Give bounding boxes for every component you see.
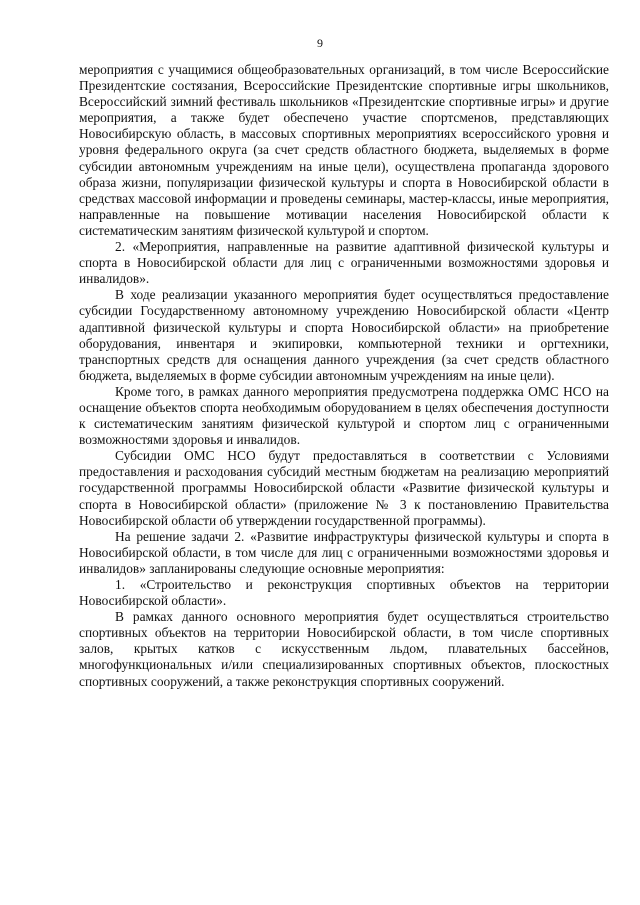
- paragraph-8: В рамках данного основного мероприятия будет осуществляться строительство спортивных объектов на территории Новосибирской области, в том числе спортивных залов, крытых катков с искусственным льдом, плавательных бассейнов, многофункциональных и/или специализированных спортивных объектов, плоскостных спортивных сооружений, а также реконструкция спортивных сооружений.: [79, 609, 609, 689]
- paragraph-5: Субсидии ОМС НСО будут предоставляться в соответствии с Условиями предоставления и расходования субсидий местным бюджетам на реализацию мероприятий государственной программы Новосибирской области «Развитие физической культуры и спорта в Новосибирской области» (приложение № 3 к постановлению Правительства Новосибирской области об утверждении государственной программы).: [79, 448, 609, 528]
- page-number: 9: [317, 36, 323, 50]
- body-text: [79, 62, 609, 690]
- paragraph-1: мероприятия с учащимися общеобразовательных организаций, в том числе Всероссийские Президентские состязания, Всероссийские Президентские спортивные игры школьников, Всероссийский зимний фестиваль школьников «Президентские спортивные игры» и другие мероприятия, а также будет обеспечено участие спортсменов, представляющих Новосибирскую область, в массовых спортивных мероприятиях всероссийского уровня и уровня федерального округа (за счет средств областного бюджета, выделяемых в форме субсидии автономным учреждениям на иные цели), осуществлена пропаганда здорового образа жизни, популяризации физической культуры и спорта в Новосибирской области в средствах массовой информации и проведены семинары, мастер-классы, иные мероприятия, направленные на повышение мотивации населения Новосибирской области к систематическим занятиям физической культурой и спортом.: [79, 62, 609, 238]
- paragraph-7: 1. «Строительство и реконструкция спортивных объектов на территории Новосибирской области».: [79, 577, 609, 609]
- paragraph-2: 2. «Мероприятия, направленные на развитие адаптивной физической культуры и спорта в Новосибирской области для лиц с ограниченными возможностями здоровья и инвалидов».: [79, 239, 609, 287]
- paragraph-3: В ходе реализации указанного мероприятия будет осуществляться предоставление субсидии Государственному автономному учреждению Новосибирской области «Центр адаптивной физической культуры и спорта Новосибирской области» на приобретение оборудования, инвентаря и экипировки, компьютерной техники и оргтехники, транспортных средств для оснащения данного учреждения (за счет средств областного бюджета, выделяемых в форме субсидии автономным учреждениям на иные цели).: [79, 287, 609, 383]
- paragraph-4: Кроме того, в рамках данного мероприятия предусмотрена поддержка ОМС НСО на оснащение объектов спорта необходимым оборудованием в целях обеспечения доступности к систематическим занятиям физической культурой и спортом лиц с ограниченными возможностями здоровья и инвалидов.: [79, 383, 609, 448]
- paragraph-6: На решение задачи 2. «Развитие инфраструктуры физической культуры и спорта в Новосибирской области, в том числе для лиц с ограниченными возможностями здоровья и инвалидов» запланированы следующие основные мероприятия:: [79, 528, 609, 576]
